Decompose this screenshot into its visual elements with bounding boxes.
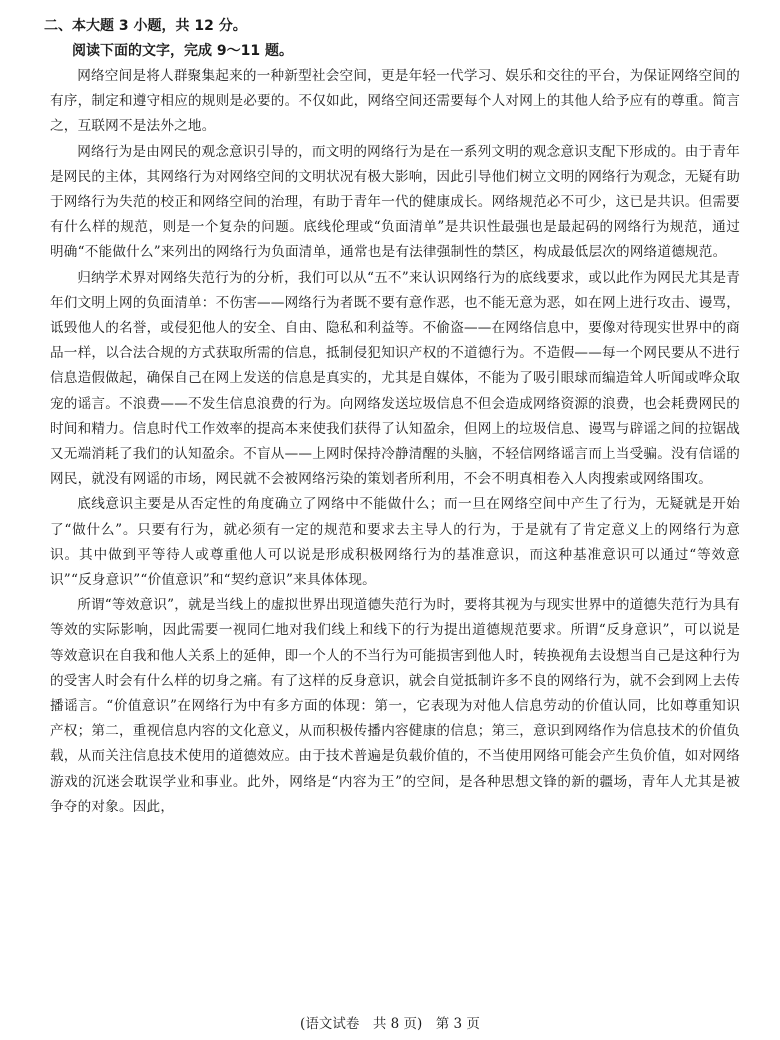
- reading-instruction: 阅读下面的文字，完成 9～11 题。: [72, 43, 293, 59]
- paragraph-4: 底线意识主要是从否定性的角度确立了网络中不能做什么；而一旦在网络空间中产生了行为，无疑就是开始了“做什么”。只要有行为，就必须有一定的规范和要求去主导人的行为，于是就有了肯定意义上的网络行为意识。其中做到平等待人或尊重他人可以说是形成积极网络行为的基准意识，而这种基准意识可以通过“等效意识”“反身意识”“价值意识”和“契约意识”来具体体现。: [50, 496, 740, 589]
- paragraph-1: 网络空间是将人群聚集起来的一种新型社会空间，更是年轻一代学习、娱乐和交往的平台，为保证网络空间的有序，制定和遵守相应的规则是必要的。不仅如此，网络空间还需要每个人对网上的其他人给予应有的尊重。简言之，互联网不是法外之地。: [50, 68, 740, 135]
- paragraph-5: 所谓“等效意识”，就是当线上的虚拟世界出现道德失范行为时，要将其视为与现实世界中的道德失范行为具有等效的实际影响，因此需要一视同仁地对我们线上和线下的行为提出道德规范要求。所谓“反身意识”，可以说是等效意识在自我和他人关系上的延伸，即一个人的不当行为可能损害到他人时，转换视角去设想当自己是这种行为的受害人时会有什么样的切身之痛。有了这样的反身意识，就会自觉抵制许多不良的网络行为，就不会到网上去传播谣言。“价值意识”在网络行为中有多方面的体现：第一，它表现为对他人信息劳动的价值认同，比如尊重知识产权；第二，重视信息内容的文化意义，从而积极传播内容健康的信息；第三，意识到网络作为信息技术的价值负载，从而关注信息技术使用的道德效应。由于技术普遍是负载价值的，不当使用网络可能会产生负价值，如对网络游戏的沉迷会耽误学业和事业。此外，网络是“内容为王”的空间，是各种思想文锋的新的疆场，青年人尤其是被争夺的对象。因此，: [50, 597, 740, 815]
- section-heading: 二、本大题 3 小题，共 12 分。: [44, 18, 247, 34]
- paragraph-2: 网络行为是由网民的观念意识引导的，而文明的网络行为是在一系列文明的观念意识支配下形成的。由于青年是网民的主体，其网络行为对网络空间的文明状况有极大影响，因此引导他们树立文明的网络行为观念，无疑有助于网络行为失范的校正和网络空间的治理，有助于青年一代的健康成长。网络规范必不可少，这已是共识。但需要有什么样的规范，则是一个复杂的问题。底线伦理或“负面清单”是共识性最强也是最起码的网络行为规范，通过明确“不能做什么”来列出的网络行为负面清单，通常也是有法律强制性的禁区，构成最低层次的网络道德规范。: [50, 143, 740, 261]
- paragraph-3: 归纳学术界对网络失范行为的分析，我们可以从“五不”来认识网络行为的底线要求，或以此作为网民尤其是青年们文明上网的负面清单：不伤害——网络行为者既不要有意作恶，也不能无意为恶，如在网上进行攻击、谩骂，诋毁他人的名誉，或侵犯他人的安全、自由、隐私和利益等。不偷盗——在网络信息中，要像对待现实世界中的商品一样，以合法合规的方式获取所需的信息，抵制侵犯知识产权的不道德行为。不造假——每一个网民要从不进行信息造假做起，确保自己在网上发送的信息是真实的，尤其是自媒体，不能为了吸引眼球而编造耸人听闻或哗众取宠的谣言。不浪费——不发生信息浪费的行为。向网络发送垃圾信息不但会造成网络资源的浪费，也会耗费网民的时间和精力。信息时代工作效率的提高本来使我们获得了认知盈余，但网上的垃圾信息、谩骂与辟谣之间的拉锯战又无端消耗了我们的认知盈余。不盲从——上网时保持冷静清醒的头脑，不轻信网络谣言而上当受骗。没有信谣的网民，就没有网谣的市场，网民就不会被网络污染的策划者所利用，不会不明真相卷入人肉搜索或网络围攻。: [50, 269, 740, 488]
- page-footer: (语文试卷 共 8 页) 第 3 页: [300, 1016, 480, 1032]
